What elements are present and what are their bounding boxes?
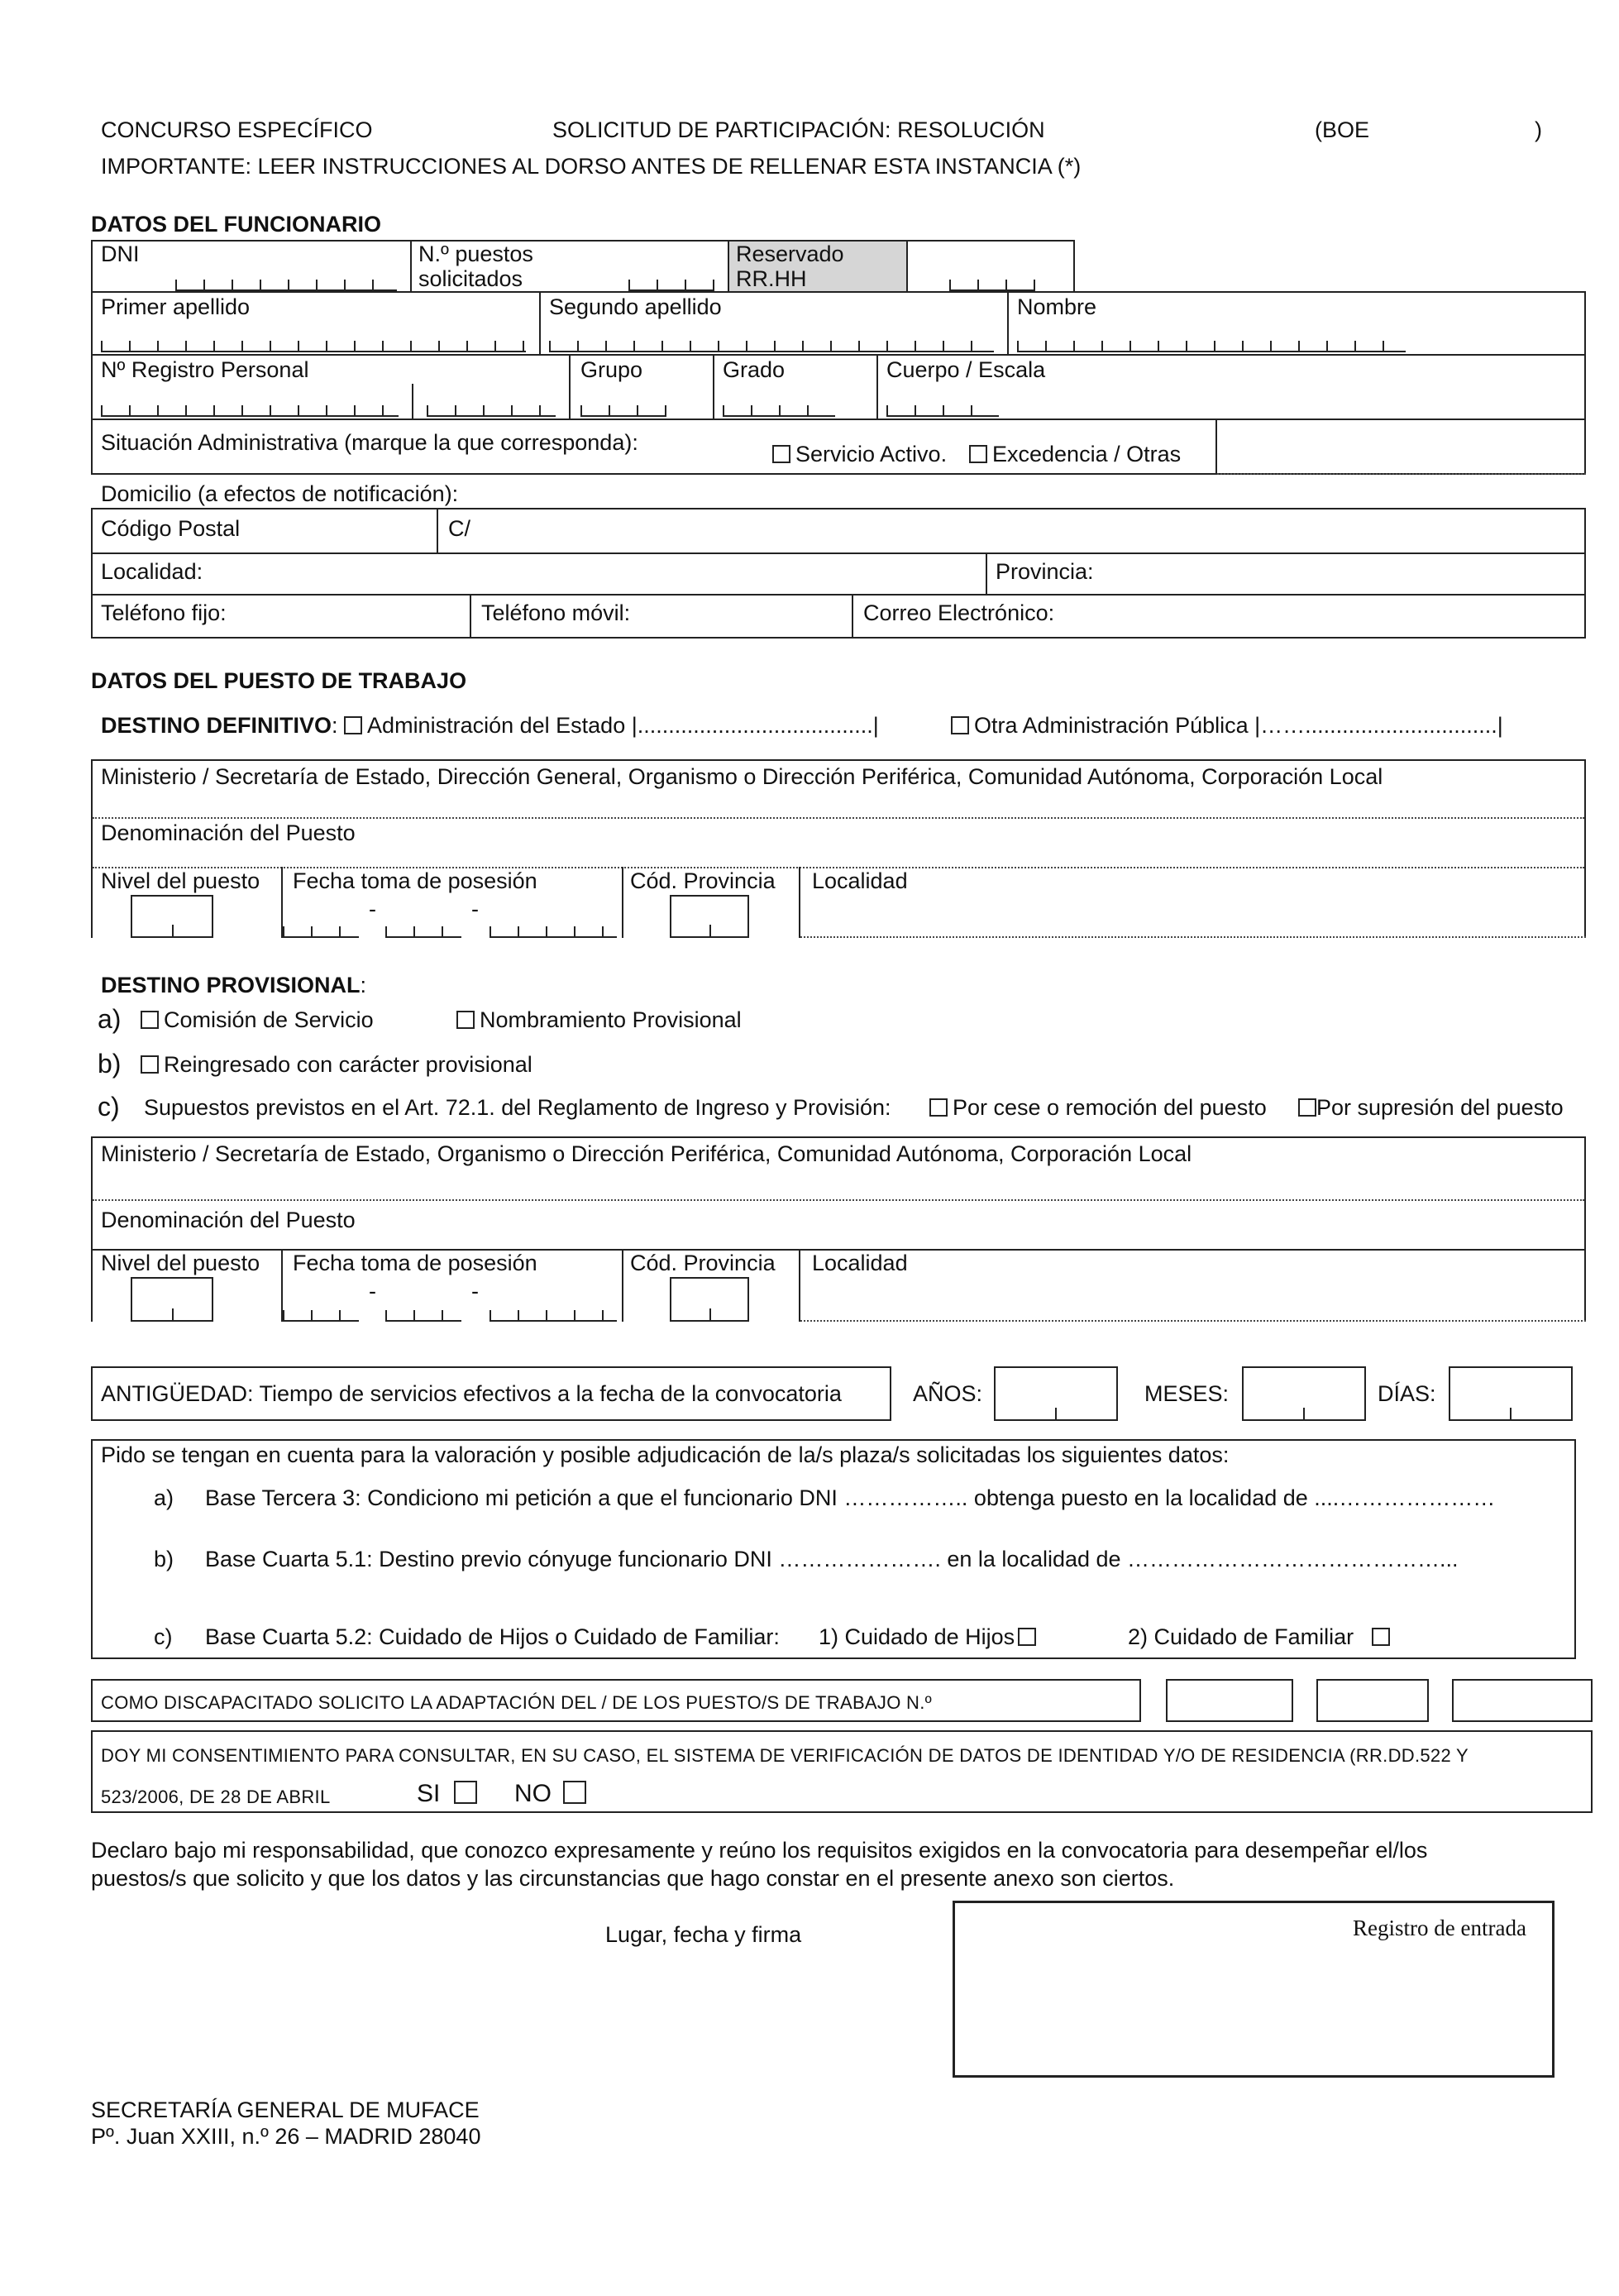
destino-definitivo-row: DESTINO DEFINITIVO: Administración del Estado |......................................|: [101, 713, 879, 738]
checkbox[interactable]: [772, 445, 790, 463]
domicilio-label: Domicilio (a efectos de notificación):: [101, 481, 459, 506]
item-c-label: c): [98, 1092, 120, 1122]
declaracion-line1: Declaro bajo mi responsabilidad, que conozco expresamente y reúno los requisitos exigidos en la convocatoria para desempeñar el/los: [91, 1838, 1428, 1863]
puesto-field-2[interactable]: [1316, 1679, 1429, 1722]
denominacion-def-label: Denominación del Puesto: [101, 820, 356, 845]
declaracion-line2: puestos/s que solicito y que los datos y las circunstancias que hago constar en el presente anexo son ciertos.: [91, 1866, 1175, 1891]
destino-provisional-row: DESTINO PROVISIONAL:: [101, 973, 367, 997]
destino-definitivo-label: DESTINO DEFINITIVO: [101, 713, 332, 738]
cuidado-hijos-text: 1) Cuidado de Hijos: [819, 1624, 1015, 1649]
segundo-apellido-field[interactable]: [549, 341, 994, 352]
nombre-field[interactable]: [1017, 341, 1406, 352]
si-option[interactable]: [417, 1780, 477, 1809]
nombramiento-text: Nombramiento Provisional: [480, 1007, 742, 1032]
grado-field[interactable]: [723, 405, 835, 417]
si-checkbox[interactable]: [454, 1781, 477, 1804]
reservado-label: Reservado: [736, 242, 844, 266]
solicitud-label: SOLICITUD DE PARTICIPACIÓN: RESOLUCIÓN: [552, 117, 1045, 142]
checkbox-otra-admin[interactable]: [951, 716, 969, 734]
date-sep: -: [471, 897, 479, 921]
consentimiento-line1: DOY MI CONSENTIMIENTO PARA CONSULTAR, EN SU CASO, EL SISTEMA DE VERIFICACIÓN DE DATOS DE IDENTIDAD Y/O DE RESIDENCIA (RR.DD.522 Y: [101, 1745, 1469, 1766]
fecha-def-year[interactable]: [490, 926, 617, 938]
date-sep: -: [369, 897, 376, 921]
cod-provincia-prov-label: Cód. Provincia: [630, 1251, 776, 1275]
telefono-row: [91, 594, 1586, 639]
dni-field[interactable]: [175, 280, 397, 291]
por-cese-text: Por cese o remoción del puesto: [953, 1095, 1267, 1120]
puesto-field-1[interactable]: [1166, 1679, 1293, 1722]
provincia-label: Provincia:: [996, 559, 1094, 584]
fecha-prov-month[interactable]: [385, 1310, 461, 1322]
supuestos-label: Supuestos previstos en el Art. 72.1. del Reglamento de Ingreso y Provisión:: [144, 1095, 891, 1120]
date-sep: -: [471, 1279, 479, 1303]
fecha-def-day[interactable]: [283, 926, 359, 938]
checkbox[interactable]: [456, 1011, 475, 1029]
importante-notice: IMPORTANTE: LEER INSTRUCCIONES AL DORSO ANTES DE RELLENAR ESTA INSTANCIA (*): [101, 154, 1082, 179]
situacion-label: Situación Administrativa (marque la que corresponda):: [101, 430, 638, 455]
puesto-field-3[interactable]: [1452, 1679, 1593, 1722]
pido-intro: Pido se tengan en cuenta para la valoración y posible adjudicación de la/s plaza/s solicitadas los siguientes datos:: [101, 1442, 1230, 1467]
correo-label: Correo Electrónico:: [863, 600, 1055, 625]
telefono-fijo-label: Teléfono fijo:: [101, 600, 227, 625]
localidad-prov-label: Localidad: [812, 1251, 908, 1275]
fecha-def-month[interactable]: [385, 926, 461, 938]
localidad-row: [91, 552, 1586, 596]
pido-a-text: Base Tercera 3: Condiciono mi petición a que el funcionario DNI …………….. obtenga puesto en la localidad de ....…………………: [205, 1485, 1496, 1510]
registro-label: Nº Registro Personal: [101, 357, 309, 382]
codigo-postal-label: Código Postal: [101, 516, 241, 541]
nivel-prov-label: Nivel del puesto: [101, 1251, 260, 1275]
reservado-label-2: RR.HH: [736, 266, 807, 291]
consentimiento-line2: 523/2006, DE 28 DE ABRIL: [101, 1787, 331, 1807]
segundo-apellido-label: Segundo apellido: [549, 294, 722, 319]
checkbox[interactable]: [1372, 1628, 1390, 1646]
calle-label: C/: [448, 516, 470, 541]
fecha-prov-year[interactable]: [490, 1310, 617, 1322]
registro-field[interactable]: [101, 405, 399, 417]
nombramiento-option[interactable]: [456, 1007, 742, 1033]
excedencia-text: Excedencia / Otras: [992, 442, 1182, 466]
reingresado-option[interactable]: [141, 1052, 533, 1078]
por-supresion-text: Por supresión del puesto: [1316, 1095, 1564, 1120]
checkbox-admin-estado[interactable]: [344, 716, 362, 734]
ministerio-def-label: Ministerio / Secretaría de Estado, Dirección General, Organismo o Dirección Periférica, Comunidad Autónoma, Corporación Local: [101, 764, 1383, 789]
no-checkbox[interactable]: [563, 1781, 586, 1804]
nombre-label: Nombre: [1017, 294, 1097, 319]
meses-label: MESES:: [1144, 1381, 1230, 1406]
date-sep: -: [369, 1279, 376, 1303]
excedencia-option[interactable]: [969, 442, 1181, 467]
checkbox[interactable]: [969, 445, 987, 463]
telefono-movil-label: Teléfono móvil:: [481, 600, 631, 625]
si-text: SI: [417, 1780, 441, 1807]
grupo-label: Grupo: [580, 357, 643, 382]
nivel-def-label: Nivel del puesto: [101, 868, 260, 893]
dias-label: DÍAS:: [1378, 1381, 1436, 1406]
localidad-label: Localidad:: [101, 559, 203, 584]
cuerpo-field[interactable]: [886, 405, 999, 417]
cuidado-hijos-option[interactable]: [819, 1624, 1041, 1650]
admin-estado-text: Administración del Estado |......................................|: [367, 713, 879, 738]
boe-close: ): [1535, 117, 1542, 142]
primer-apellido-label: Primer apellido: [101, 294, 251, 319]
item-b-label: b): [98, 1049, 122, 1079]
no-option[interactable]: [514, 1780, 586, 1809]
registro-field-2[interactable]: [427, 405, 556, 417]
section-title-puesto: DATOS DEL PUESTO DE TRABAJO: [91, 668, 467, 693]
grado-label: Grado: [723, 357, 786, 382]
fecha-def-label: Fecha toma de posesión: [293, 868, 537, 893]
concurso-label: CONCURSO ESPECÍFICO: [101, 117, 373, 142]
localidad-def-label: Localidad: [812, 868, 908, 893]
checkbox[interactable]: [1018, 1628, 1036, 1646]
checkbox[interactable]: [1298, 1098, 1316, 1117]
otra-admin-text: Otra Administración Pública |……...............................|: [974, 713, 1503, 738]
num-puestos-label: N.º puestos: [418, 242, 533, 266]
registro-entrada-label: Registro de entrada: [1353, 1916, 1526, 1940]
servicio-activo-text: Servicio Activo.: [795, 442, 948, 466]
pido-b-text: Base Cuarta 5.1: Destino previo cónyuge funcionario DNI …………………. en la localidad de ……………………………………...: [205, 1547, 1459, 1571]
pido-b-label: b): [154, 1547, 174, 1571]
pido-a-label: a): [154, 1485, 174, 1510]
pido-c-text: Base Cuarta 5.2: Cuidado de Hijos o Cuidado de Familiar:: [205, 1624, 780, 1649]
num-puestos-label-2: solicitados: [418, 266, 523, 291]
reservado-field: [949, 280, 1035, 291]
por-cese-option[interactable]: [929, 1095, 1267, 1121]
primer-apellido-field[interactable]: [101, 341, 526, 352]
fecha-prov-label: Fecha toma de posesión: [293, 1251, 537, 1275]
cuidado-familiar-option[interactable]: [1128, 1624, 1395, 1650]
servicio-activo-option[interactable]: [772, 442, 947, 467]
discapacitado-label: COMO DISCAPACITADO SOLICITO LA ADAPTACIÓN DEL / DE LOS PUESTO/S DE TRABAJO N.º: [101, 1692, 932, 1713]
num-puestos-field[interactable]: [628, 280, 714, 291]
ministerio-prov-label: Ministerio / Secretaría de Estado, Organismo o Dirección Periférica, Comunidad Autónoma, Corporación Local: [101, 1141, 1192, 1166]
comision-text: Comisión de Servicio: [164, 1007, 374, 1032]
dni-label: DNI: [101, 242, 140, 266]
antiguedad-label: ANTIGÜEDAD: Tiempo de servicios efectivos a la fecha de la convocatoria: [101, 1381, 842, 1406]
denominacion-prov-label: Denominación del Puesto: [101, 1208, 356, 1232]
por-supresion-option[interactable]: [1298, 1095, 1564, 1121]
checkbox[interactable]: [141, 1011, 159, 1029]
footer-line1: SECRETARÍA GENERAL DE MUFACE: [91, 2097, 480, 2122]
pido-c-label: c): [154, 1624, 173, 1649]
comision-option[interactable]: [141, 1007, 374, 1033]
destino-provisional-label: DESTINO PROVISIONAL: [101, 973, 361, 997]
lugar-fecha-label: Lugar, fecha y firma: [605, 1922, 802, 1947]
grupo-field[interactable]: [580, 405, 666, 417]
boe-open: (BOE: [1315, 117, 1370, 142]
cuerpo-label: Cuerpo / Escala: [886, 357, 1046, 382]
cod-provincia-def-label: Cód. Provincia: [630, 868, 776, 893]
cuidado-familiar-text: 2) Cuidado de Familiar: [1128, 1624, 1354, 1649]
section-title-funcionario: DATOS DEL FUNCIONARIO: [91, 212, 382, 237]
anos-label: AÑOS:: [913, 1381, 983, 1406]
cp-row: [91, 508, 1586, 554]
fecha-prov-day[interactable]: [283, 1310, 359, 1322]
checkbox[interactable]: [929, 1098, 948, 1117]
no-text: NO: [514, 1780, 552, 1807]
otra-admin-option[interactable]: [951, 713, 1503, 739]
reingresado-text: Reingresado con carácter provisional: [164, 1052, 533, 1077]
checkbox[interactable]: [141, 1055, 159, 1074]
footer-line2: Pº. Juan XXIII, n.º 26 – MADRID 28040: [91, 2124, 481, 2149]
item-a-label: a): [98, 1004, 122, 1034]
